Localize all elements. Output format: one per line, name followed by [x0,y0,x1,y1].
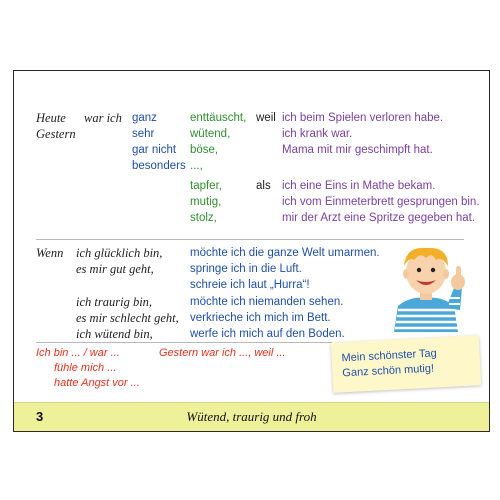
reason-3: Mama mit mir geschimpft hat. [282,144,433,156]
prompt-angst: hatte Angst vor ... [54,377,140,389]
conj-als: als [256,180,271,192]
result-5: verkrieche ich mich im Bett. [190,312,331,324]
result-1: möchte ich die ganze Welt umarmen. [190,247,380,259]
prompt-ich-bin: Ich bin ... / war ... [36,347,120,359]
wenn-label: Wenn [36,246,64,260]
condition-gluecklich: ich glücklich bin, [76,246,163,260]
verb-war-ich: war ich [84,111,122,125]
result-2: springe ich in die Luft. [190,263,302,275]
worksheet-card [13,70,490,432]
adverb-ganz: ganz [132,112,157,124]
condition-gut: es mir gut geht, [76,262,154,276]
note-line-2: Ganz schön mutig! [342,362,435,380]
boy-thumbs-up-illustration [380,236,476,332]
page-number: 3 [36,409,44,424]
result-4: möchte ich niemanden sehen. [190,296,344,308]
adverb-sehr: sehr [132,128,155,140]
adjective-boese: böse, [190,144,219,156]
prompt-gestern: Gestern war ich ..., weil ... [159,347,286,359]
reason-5: ich vom Einmeterbrett gesprungen bin. [282,196,480,208]
page-title: Wütend, traurig und froh [186,409,317,424]
footer-bar [14,402,489,431]
reason-1: ich beim Spielen verloren habe. [282,112,444,124]
adjective-wuetend: wütend, [190,128,231,140]
result-6: werfe ich mich auf den Boden. [190,328,345,340]
sticky-note [331,335,481,393]
reason-4: ich eine Eins in Mathe bekam. [282,180,436,192]
adverb-gar-nicht: gar nicht [132,144,177,156]
conj-weil: weil [256,112,276,124]
prompt-fuehle-mich: fühle mich ... [54,362,117,374]
adjective-stolz: stolz, [190,212,217,224]
adverb-besonders: besonders [132,160,186,172]
divider-2 [36,342,332,343]
reason-6: mir der Arzt eine Spritze gegeben hat. [282,212,476,224]
adjective-ellipsis: ..., [190,160,203,172]
note-line-1: Mein schönster Tag [341,347,437,365]
subject-gestern: Gestern [36,127,76,141]
condition-traurig: ich traurig bin, [76,295,153,309]
result-3: schreie ich laut „Hurra“! [190,279,310,291]
condition-wuetend: ich wütend bin, [76,327,153,341]
adjective-enttaeuscht: enttäuscht, [190,112,247,124]
adjective-tapfer: tapfer, [190,180,222,192]
condition-schlecht: es mir schlecht geht, [76,311,179,325]
reason-2: ich krank war. [282,128,353,140]
subject-heute: Heute [36,111,66,125]
adjective-mutig: mutig, [190,196,222,208]
